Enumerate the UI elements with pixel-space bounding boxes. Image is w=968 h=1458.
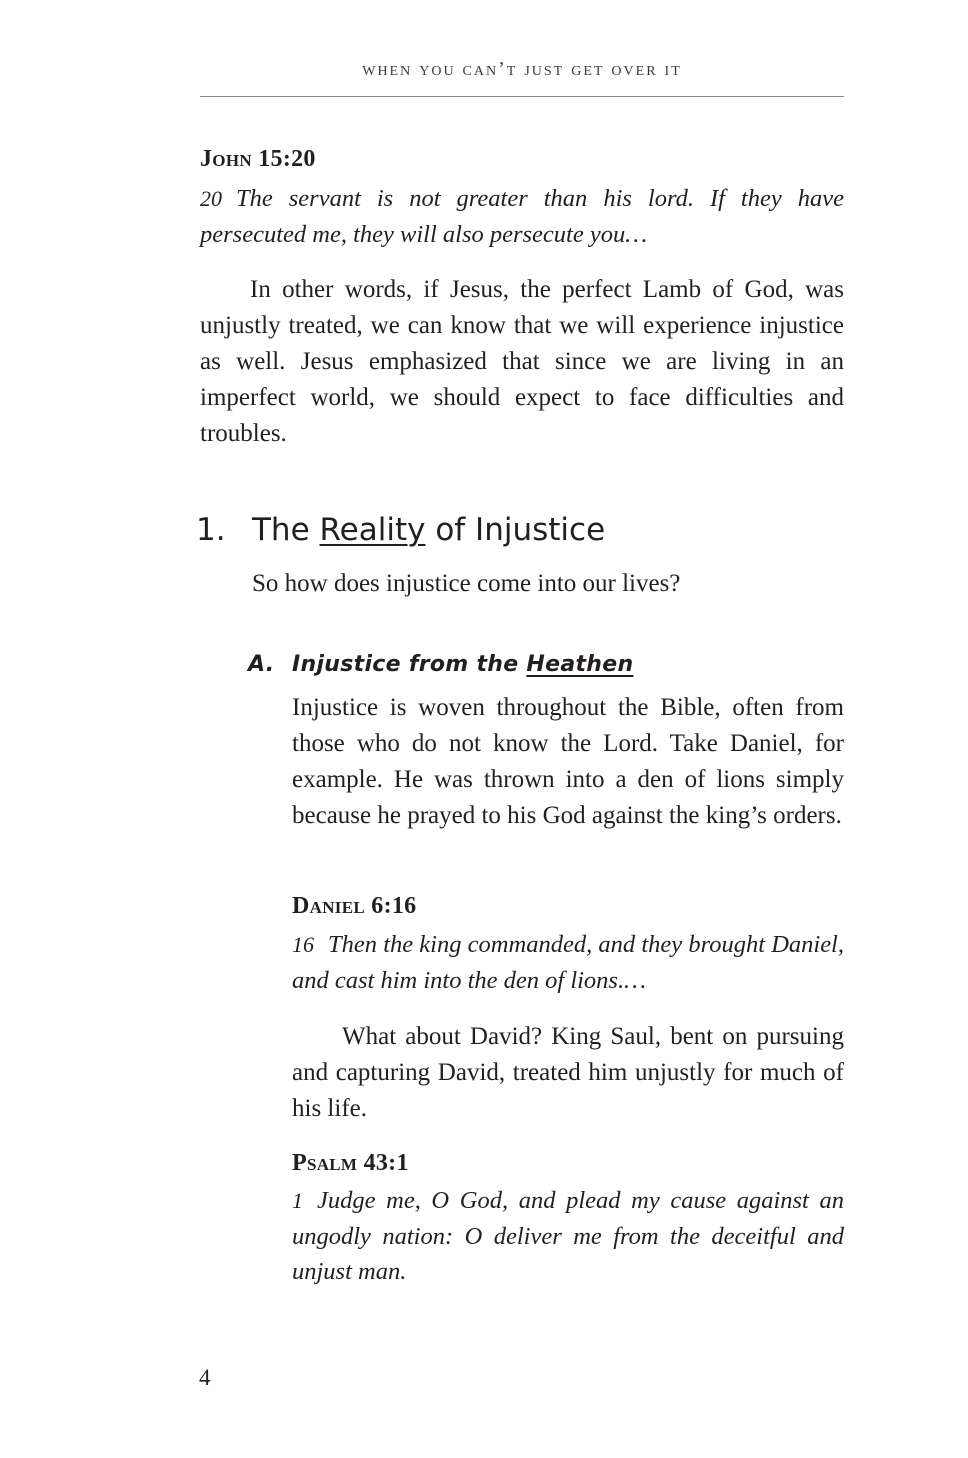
- verse-text: Then the king commanded, and they brought Daniel, and cast him into the den of lions.…: [292, 931, 844, 994]
- verse-number: 20: [200, 186, 222, 211]
- section-title-underlined: Reality: [319, 512, 426, 548]
- verse-text: Judge me, O God, and plead my cause against an ungodly nation: O deliver me from the deceitful and unjust man.: [292, 1187, 844, 1285]
- subsection-title-start: Injustice from the: [292, 652, 527, 677]
- verse-text: The servant is not greater than his lord. If they have persecuted me, they will also persecute you…: [200, 185, 844, 248]
- subsection-heading: [248, 652, 633, 677]
- subsection-letter: A.: [248, 652, 275, 677]
- body-paragraph: What about David? King Saul, bent on pursuing and capturing David, treated him unjustly for much of his life.: [292, 1023, 844, 1122]
- scripture-reference: Psalm 43:1: [292, 1150, 409, 1176]
- verse-number: 1: [292, 1188, 303, 1213]
- scripture-verse: [292, 1183, 844, 1290]
- section-title-end: of Injustice: [425, 512, 606, 548]
- verse-number: 16: [292, 932, 314, 957]
- body-paragraph: In other words, if Jesus, the perfect Lamb of God, was unjustly treated, we can know that we will experience injustice as well. Jesus emphasized that since we are living in an imperfect world, we should expect to face difficulties and troubles.: [200, 276, 844, 447]
- header-rule: [200, 96, 844, 97]
- running-head: when you can’t just get over it: [362, 58, 682, 80]
- page-number: 4: [199, 1365, 211, 1390]
- section-number: 1.: [196, 512, 226, 548]
- section-heading: [196, 512, 605, 548]
- scripture-reference: Daniel 6:16: [292, 893, 417, 919]
- section-question: So how does injustice come into our lives?: [252, 570, 681, 597]
- subsection-title-underlined: Heathen: [526, 652, 634, 677]
- section-title-start: The: [252, 512, 320, 548]
- scripture-verse: [292, 927, 844, 998]
- body-paragraph: Injustice is woven throughout the Bible, often from those who do not know the Lord. Take Daniel, for example. He was thrown into a den of lions simply because he prayed to his God against the king’s orders.: [292, 694, 844, 829]
- scripture-reference: John 15:20: [200, 146, 316, 172]
- scripture-verse: [200, 181, 844, 252]
